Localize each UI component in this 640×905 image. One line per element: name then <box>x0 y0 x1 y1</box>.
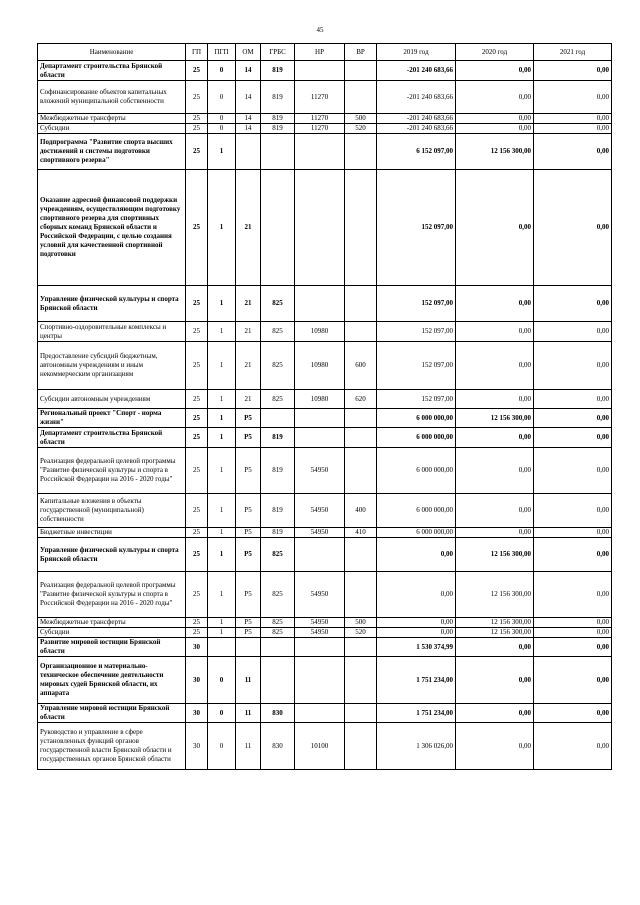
cell-2021: 0,00 <box>534 322 612 342</box>
cell-2019: 0,00 <box>377 618 456 628</box>
page-number: 45 <box>316 26 324 34</box>
cell-gp: 25 <box>186 572 208 618</box>
cell-pgp: 0 <box>208 723 236 770</box>
cell-pgp: 1 <box>208 448 236 494</box>
cell-2020: 0,00 <box>456 81 534 114</box>
table-row <box>38 448 612 494</box>
cell-nr <box>295 409 345 428</box>
cell-grbs <box>261 409 295 428</box>
cell-gp: 25 <box>186 286 208 322</box>
cell-grbs: 825 <box>261 342 295 390</box>
table-row <box>38 628 612 638</box>
cell-2020: 12 156 300,00 <box>456 572 534 618</box>
cell-vr <box>345 170 377 286</box>
cell-2019: 152 097,00 <box>377 286 456 322</box>
cell-2019: 6 000 000,00 <box>377 448 456 494</box>
cell-pgp: 1 <box>208 528 236 538</box>
cell-name: Департамент строительства Брянской области <box>38 428 186 448</box>
cell-name: Субсидии автономным учреждениям <box>38 390 186 409</box>
cell-2019: 6 152 097,00 <box>377 134 456 170</box>
cell-grbs: 819 <box>261 124 295 134</box>
cell-2020: 0,00 <box>456 114 534 124</box>
cell-pgp: 1 <box>208 134 236 170</box>
cell-om: P5 <box>236 528 261 538</box>
cell-pgp: 1 <box>208 390 236 409</box>
cell-grbs: 825 <box>261 390 295 409</box>
col-header-2021: 2021 год <box>534 44 612 61</box>
cell-2020: 0,00 <box>456 286 534 322</box>
cell-vr <box>345 428 377 448</box>
cell-2020: 0,00 <box>456 494 534 528</box>
cell-vr: 520 <box>345 628 377 638</box>
cell-vr: 620 <box>345 390 377 409</box>
cell-om: 21 <box>236 286 261 322</box>
cell-gp: 25 <box>186 134 208 170</box>
cell-grbs: 825 <box>261 618 295 628</box>
cell-om: 14 <box>236 114 261 124</box>
cell-nr <box>295 704 345 723</box>
cell-2020: 0,00 <box>456 322 534 342</box>
table-row <box>38 134 612 170</box>
cell-2019: 6 000 000,00 <box>377 494 456 528</box>
table-row <box>38 528 612 538</box>
cell-2019: 1 751 234,00 <box>377 657 456 704</box>
cell-2020: 12 156 300,00 <box>456 628 534 638</box>
cell-nr: 10980 <box>295 322 345 342</box>
cell-nr: 10980 <box>295 390 345 409</box>
cell-pgp: 1 <box>208 572 236 618</box>
cell-2020: 12 156 300,00 <box>456 134 534 170</box>
cell-gp: 25 <box>186 428 208 448</box>
cell-2021: 0,00 <box>534 618 612 628</box>
cell-2020: 0,00 <box>456 390 534 409</box>
cell-grbs <box>261 657 295 704</box>
cell-grbs: 830 <box>261 723 295 770</box>
cell-pgp: 1 <box>208 428 236 448</box>
cell-om: P5 <box>236 448 261 494</box>
cell-grbs: 825 <box>261 572 295 618</box>
cell-2021: 0,00 <box>534 628 612 638</box>
cell-nr <box>295 657 345 704</box>
cell-2020: 0,00 <box>456 638 534 657</box>
table-row <box>38 409 612 428</box>
cell-om: 21 <box>236 342 261 390</box>
cell-gp: 25 <box>186 322 208 342</box>
cell-pgp: 1 <box>208 494 236 528</box>
cell-name: Развитие мировой юстиции Брянской области <box>38 638 186 657</box>
cell-om: P5 <box>236 409 261 428</box>
cell-nr <box>295 61 345 81</box>
cell-2019: 6 000 000,00 <box>377 428 456 448</box>
table-row <box>38 657 612 704</box>
cell-name: Субсидии <box>38 124 186 134</box>
cell-grbs: 830 <box>261 704 295 723</box>
cell-grbs: 819 <box>261 494 295 528</box>
cell-pgp: 0 <box>208 114 236 124</box>
cell-gp: 25 <box>186 390 208 409</box>
cell-grbs: 825 <box>261 628 295 638</box>
cell-2021: 0,00 <box>534 342 612 390</box>
cell-grbs: 819 <box>261 81 295 114</box>
cell-name: Региональный проект "Спорт - норма жизни" <box>38 409 186 428</box>
cell-name: Департамент строительства Брянской области <box>38 61 186 81</box>
cell-2020: 0,00 <box>456 428 534 448</box>
col-header-vr: ВР <box>345 44 377 61</box>
cell-gp: 25 <box>186 124 208 134</box>
cell-pgp: 1 <box>208 628 236 638</box>
cell-nr: 54950 <box>295 494 345 528</box>
cell-vr <box>345 723 377 770</box>
cell-2019: 152 097,00 <box>377 390 456 409</box>
cell-grbs <box>261 134 295 170</box>
cell-2019: 6 000 000,00 <box>377 528 456 538</box>
cell-om <box>236 638 261 657</box>
cell-vr: 400 <box>345 494 377 528</box>
col-header-2019: 2019 год <box>377 44 456 61</box>
col-header-gp: ГП <box>186 44 208 61</box>
cell-gp: 25 <box>186 114 208 124</box>
cell-gp: 25 <box>186 61 208 81</box>
cell-om: P5 <box>236 494 261 528</box>
cell-vr: 600 <box>345 342 377 390</box>
cell-grbs: 825 <box>261 286 295 322</box>
table-row <box>38 494 612 528</box>
table-row <box>38 704 612 723</box>
cell-2020: 0,00 <box>456 704 534 723</box>
col-header-name: Наименование <box>38 44 186 61</box>
table-row <box>38 428 612 448</box>
cell-gp: 25 <box>186 628 208 638</box>
cell-2020: 12 156 300,00 <box>456 618 534 628</box>
cell-nr <box>295 286 345 322</box>
cell-name: Софинансирование объектов капитальных вложений муниципальной собственности <box>38 81 186 114</box>
cell-nr: 11270 <box>295 81 345 114</box>
cell-grbs <box>261 170 295 286</box>
cell-name: Субсидии <box>38 628 186 638</box>
cell-name: Межбюджетные трансферты <box>38 618 186 628</box>
cell-2019: 0,00 <box>377 572 456 618</box>
cell-2019: 6 000 000,00 <box>377 409 456 428</box>
cell-2021: 0,00 <box>534 134 612 170</box>
cell-pgp <box>208 638 236 657</box>
cell-2020: 0,00 <box>456 170 534 286</box>
col-header-om: ОМ <box>236 44 261 61</box>
cell-pgp: 1 <box>208 170 236 286</box>
cell-2021: 0,00 <box>534 428 612 448</box>
cell-name: Бюджетные инвестиции <box>38 528 186 538</box>
cell-2021: 0,00 <box>534 657 612 704</box>
table-body <box>38 61 612 770</box>
cell-2021: 0,00 <box>534 61 612 81</box>
cell-grbs <box>261 638 295 657</box>
cell-om: P5 <box>236 618 261 628</box>
table-row <box>38 638 612 657</box>
cell-om <box>236 134 261 170</box>
cell-2019: 1 530 374,99 <box>377 638 456 657</box>
cell-name: Оказание адресной финансовой поддержки учреждениям, осуществляющим подготовку спортивного резерва для спортивных сборных команд Брянской области и Российской Федерации, с целью создания условий для качественной спортивной подготовки <box>38 170 186 286</box>
cell-gp: 30 <box>186 657 208 704</box>
cell-gp: 25 <box>186 538 208 572</box>
cell-name: Руководство и управление в сфере установленных функций органов государственной власти Брянской области и государственных органов Брянской области <box>38 723 186 770</box>
cell-nr: 54950 <box>295 618 345 628</box>
cell-name: Реализация федеральной целевой программы "Развитие физической культуры и спорта в Российской Федерации на 2016 - 2020 годы" <box>38 448 186 494</box>
cell-name: Организационное и материально-техническое обеспечение деятельности мировых судей Брянской области, их аппарата <box>38 657 186 704</box>
cell-gp: 25 <box>186 170 208 286</box>
cell-2019: 0,00 <box>377 628 456 638</box>
cell-nr: 54950 <box>295 528 345 538</box>
table-row <box>38 390 612 409</box>
cell-gp: 25 <box>186 494 208 528</box>
col-header-grbs: ГРБС <box>261 44 295 61</box>
cell-name: Капитальные вложения в объекты государственной (муниципальной) собственности <box>38 494 186 528</box>
cell-2021: 0,00 <box>534 124 612 134</box>
cell-om: P5 <box>236 628 261 638</box>
table-row <box>38 538 612 572</box>
cell-2021: 0,00 <box>534 170 612 286</box>
cell-grbs: 819 <box>261 114 295 124</box>
table-row <box>38 322 612 342</box>
cell-pgp: 0 <box>208 81 236 114</box>
budget-table <box>37 43 612 770</box>
cell-grbs: 819 <box>261 61 295 81</box>
cell-name: Управление физической культуры и спорта Брянской области <box>38 286 186 322</box>
cell-pgp: 1 <box>208 409 236 428</box>
cell-2021: 0,00 <box>534 704 612 723</box>
cell-2021: 0,00 <box>534 114 612 124</box>
table-row <box>38 618 612 628</box>
cell-nr <box>295 170 345 286</box>
cell-vr <box>345 134 377 170</box>
cell-gp: 25 <box>186 409 208 428</box>
table-row <box>38 81 612 114</box>
cell-nr: 54950 <box>295 572 345 618</box>
cell-2019: -201 240 683,66 <box>377 124 456 134</box>
cell-2021: 0,00 <box>534 286 612 322</box>
cell-vr <box>345 61 377 81</box>
table-row <box>38 286 612 322</box>
cell-nr: 54950 <box>295 448 345 494</box>
cell-om: P5 <box>236 428 261 448</box>
cell-nr: 54950 <box>295 628 345 638</box>
cell-2021: 0,00 <box>534 528 612 538</box>
cell-nr: 11270 <box>295 124 345 134</box>
cell-pgp: 0 <box>208 704 236 723</box>
cell-vr: 520 <box>345 124 377 134</box>
cell-gp: 30 <box>186 704 208 723</box>
cell-2019: -201 240 683,66 <box>377 81 456 114</box>
cell-vr <box>345 81 377 114</box>
cell-pgp: 1 <box>208 286 236 322</box>
cell-vr <box>345 657 377 704</box>
cell-2020: 12 156 300,00 <box>456 409 534 428</box>
cell-vr <box>345 322 377 342</box>
cell-name: Подпрограмма "Развитие спорта высших достижений и системы подготовки спортивного резерва" <box>38 134 186 170</box>
cell-vr <box>345 409 377 428</box>
cell-nr <box>295 428 345 448</box>
cell-vr <box>345 448 377 494</box>
cell-2020: 0,00 <box>456 723 534 770</box>
cell-2019: 152 097,00 <box>377 322 456 342</box>
cell-2020: 0,00 <box>456 124 534 134</box>
cell-name: Управление физической культуры и спорта Брянской области <box>38 538 186 572</box>
cell-vr <box>345 538 377 572</box>
col-header-nr: НР <box>295 44 345 61</box>
cell-2021: 0,00 <box>534 409 612 428</box>
cell-pgp: 1 <box>208 618 236 628</box>
table-row <box>38 342 612 390</box>
cell-om: 11 <box>236 723 261 770</box>
cell-grbs: 819 <box>261 448 295 494</box>
cell-grbs: 825 <box>261 538 295 572</box>
cell-nr: 10980 <box>295 342 345 390</box>
cell-om: 14 <box>236 81 261 114</box>
cell-om: 14 <box>236 61 261 81</box>
cell-2021: 0,00 <box>534 81 612 114</box>
cell-om: 14 <box>236 124 261 134</box>
table-row <box>38 61 612 81</box>
cell-om: 11 <box>236 657 261 704</box>
cell-2020: 0,00 <box>456 61 534 81</box>
cell-2020: 0,00 <box>456 657 534 704</box>
cell-name: Предоставление субсидий бюджетным, автономным учреждениям и иным некоммерческим организациям <box>38 342 186 390</box>
cell-name: Управление мировой юстиции Брянской области <box>38 704 186 723</box>
cell-gp: 30 <box>186 638 208 657</box>
cell-2020: 0,00 <box>456 528 534 538</box>
cell-2021: 0,00 <box>534 723 612 770</box>
cell-pgp: 1 <box>208 342 236 390</box>
cell-vr: 410 <box>345 528 377 538</box>
cell-vr <box>345 638 377 657</box>
cell-gp: 25 <box>186 528 208 538</box>
cell-name: Реализация федеральной целевой программы "Развитие физической культуры и спорта в Российской Федерации на 2016 - 2020 годы" <box>38 572 186 618</box>
cell-2021: 0,00 <box>534 390 612 409</box>
cell-2019: 0,00 <box>377 538 456 572</box>
cell-vr: 500 <box>345 618 377 628</box>
cell-om: 21 <box>236 170 261 286</box>
cell-pgp: 0 <box>208 657 236 704</box>
cell-pgp: 0 <box>208 124 236 134</box>
cell-2019: 1 751 234,00 <box>377 704 456 723</box>
cell-name: Спортивно-оздоровительные комплексы и центры <box>38 322 186 342</box>
cell-vr <box>345 704 377 723</box>
cell-om: 11 <box>236 704 261 723</box>
table-row <box>38 572 612 618</box>
table-row <box>38 114 612 124</box>
cell-2020: 0,00 <box>456 448 534 494</box>
cell-2020: 12 156 300,00 <box>456 538 534 572</box>
cell-2019: -201 240 683,66 <box>377 114 456 124</box>
cell-name: Межбюджетные трансферты <box>38 114 186 124</box>
cell-om: P5 <box>236 538 261 572</box>
cell-pgp: 1 <box>208 322 236 342</box>
cell-gp: 25 <box>186 448 208 494</box>
cell-nr: 11270 <box>295 114 345 124</box>
cell-2019: 152 097,00 <box>377 170 456 286</box>
cell-vr <box>345 286 377 322</box>
cell-pgp: 0 <box>208 61 236 81</box>
cell-nr: 10100 <box>295 723 345 770</box>
cell-2021: 0,00 <box>534 448 612 494</box>
cell-om: 21 <box>236 390 261 409</box>
cell-2021: 0,00 <box>534 638 612 657</box>
cell-nr <box>295 638 345 657</box>
cell-2019: 152 097,00 <box>377 342 456 390</box>
cell-2021: 0,00 <box>534 494 612 528</box>
cell-nr <box>295 538 345 572</box>
table-header-row <box>38 44 612 61</box>
table-row <box>38 124 612 134</box>
table-row <box>38 723 612 770</box>
cell-2019: 1 306 026,00 <box>377 723 456 770</box>
cell-grbs: 819 <box>261 428 295 448</box>
cell-pgp: 1 <box>208 538 236 572</box>
cell-gp: 25 <box>186 81 208 114</box>
col-header-2020: 2020 год <box>456 44 534 61</box>
cell-vr: 500 <box>345 114 377 124</box>
cell-grbs: 819 <box>261 528 295 538</box>
cell-2021: 0,00 <box>534 572 612 618</box>
cell-gp: 25 <box>186 342 208 390</box>
cell-nr <box>295 134 345 170</box>
cell-2020: 0,00 <box>456 342 534 390</box>
col-header-pgp: ПГП <box>208 44 236 61</box>
cell-vr <box>345 572 377 618</box>
cell-grbs: 825 <box>261 322 295 342</box>
cell-om: 21 <box>236 322 261 342</box>
cell-2019: -201 240 683,66 <box>377 61 456 81</box>
cell-om: P5 <box>236 572 261 618</box>
table-row <box>38 170 612 286</box>
cell-gp: 25 <box>186 618 208 628</box>
cell-gp: 30 <box>186 723 208 770</box>
cell-2021: 0,00 <box>534 538 612 572</box>
